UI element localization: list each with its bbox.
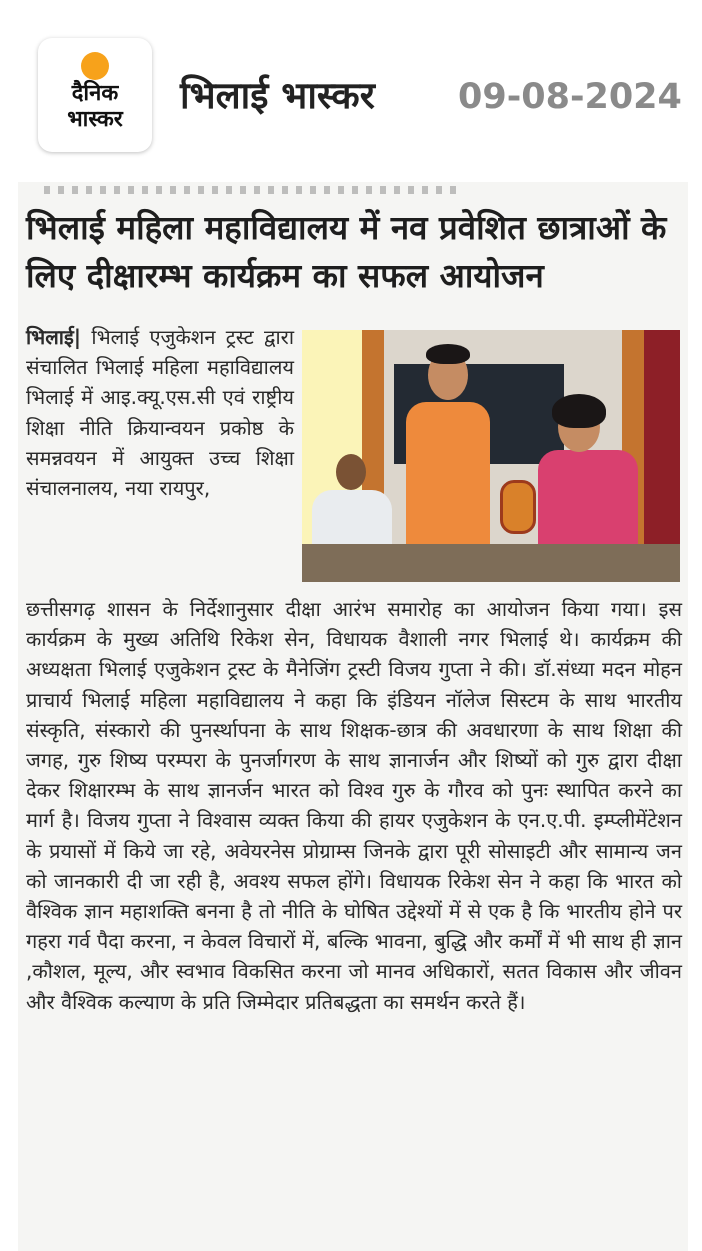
photo-table (302, 544, 680, 582)
logo-text-line1: दैनिक (71, 81, 119, 106)
photo-garland (500, 480, 536, 534)
article-photo[interactable] (302, 330, 680, 582)
article-body: छत्तीसगढ़ शासन के निर्देशानुसार दीक्षा आरंभ समारोह का आयोजन किया गया। इस कार्यक्रम के मुख्य अतिथि रिकेश सेन, विधायक वैशाली नगर भिलाई थे। कार्यक्रम की अध्यक्षता भिलाई एजुकेशन ट्रस्ट के मैनेजिंग ट्रस्टी विजय गुप्ता ने की। डॉ.संध्या मदन मोहन प्राचार्य भिलाई महिला महाविद्यालय ने कहा कि इंडियन नॉलेज सिस्टम के साथ भारतीय संस्कृति, संस्कारो की पुनर्स्थापना के साथ शिक्षक-छात्र की अवधारणा के साथ शिक्षा की जगह, गुरु शिष्य परम्परा के पुनर्जागरण के साथ ज्ञानार्जन और शिष्यों को गुरु द्वारा दीक्षा देकर शिक्षारम्भ के साथ ज्ञानर्जन भारत को विश्व गुरु के गौरव को पुनः स्थापित करने का मार्ग है। विजय गुप्ता ने विश्वास व्यक्त किया की हायर एजुकेशन के एन.ए.पी. इम्प्लीमेंटेशन के प्रयासों में किये जा रहे, अवेयरनेस प्रोग्राम्स जिनके द्वारा पूरी सोसाइटी और सामान्य जन को जानकारी दी जा रही है, अवश्य सफल होंगे। विधायक रिकेश सेन ने कहा कि भारत को वैश्विक ज्ञान महाशक्ति बनना है तो नीति के घोषित उद्देश्यों में से एक है कि भारतीय होने पर गहरा गर्व पैदा करना, न केवल विचारों में, बल्कि भावना, बुद्धि और कर्मों में भी साथ ही ज्ञान ,कौशल, मूल्य, और स्वभाव विकसित करना जो मानव अधिकारों, सतत विकास और जीवन और वैश्विक कल्याण के प्रति जिम्मेदार प्रतिबद्धता का समर्थन करते हैं। (26, 597, 682, 1014)
torn-previous-text (44, 186, 464, 194)
logo-text-line2: भास्कर (67, 107, 123, 132)
article-dateline: भिलाई| (26, 325, 82, 349)
photo-seated-man-head (336, 454, 366, 490)
edition-title: भिलाई भास्कर (180, 74, 375, 117)
article-intro-text: भिलाई एजुकेशन ट्रस्ट द्वारा संचालित भिलाई महिला महाविद्यालय भिलाई में आइ.क्यू.एस.सी एवं राष्ट्रीय शिक्षा नीति क्रियान्वयन प्रकोष्ठ के समन्नवयन में आयुक्त उच्च शिक्षा संचालनालय, नया रायपुर, (26, 325, 294, 501)
app-header (0, 0, 702, 190)
article-intro (26, 322, 294, 503)
photo-guest-man-hair (426, 344, 470, 364)
edition-date: 09-08-2024 (458, 77, 682, 117)
photo-principal-woman-hair (552, 394, 606, 428)
article-headline: भिलाई महिला महाविद्यालय में नव प्रवेशित छात्राओं के लिए दीक्षारम्भ कार्यक्रम का सफल आयोजन (26, 208, 667, 295)
sun-icon (81, 52, 109, 80)
news-clipping (18, 182, 688, 1251)
dainik-bhaskar-logo[interactable] (38, 38, 152, 152)
